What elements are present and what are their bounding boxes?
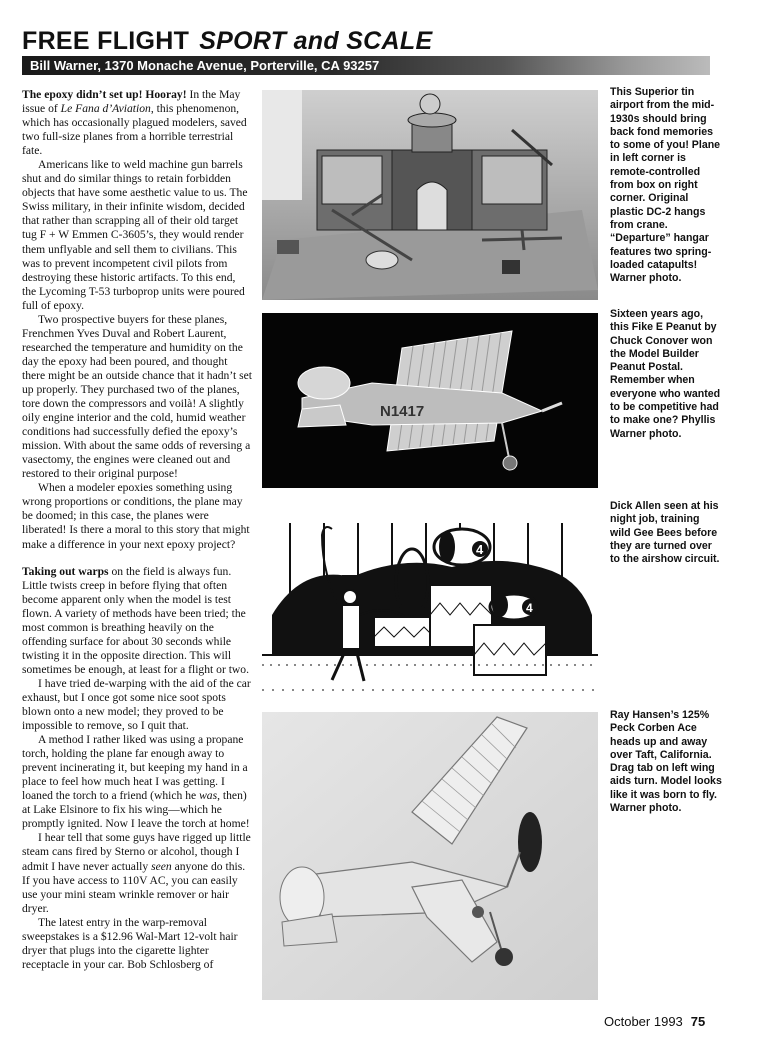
paragraph-9: The latest entry in the warp-removal sweepstakes is a $12.96 Wal-Mart 12-volt hair dryer that plugs into the cigarette lighter receptacle in your car. Bob Schlosberg of	[22, 915, 238, 971]
paragraph-6: I have tried de-warping with the aid of the car exhaust, but I once got some nice soot spots blown onto a new model; they proved to be impossible to remove, so I quit that.	[22, 676, 251, 733]
p8-text-b: anyone do this. If you have access to 110V AC, you can easily use your mini steam wrinkle remover or hair dryer.	[22, 859, 246, 915]
p7-text-b: , then) at Lake Elsinore to fix his wing—which he promptly ignited. Now I leave the torch at home!	[22, 789, 250, 831]
photo-fike-peanut	[262, 313, 598, 488]
paragraph-3: Two prospective buyers for these planes, Frenchmen Yves Duval and Robert Laurent, researched the temperature and humidity on the day the epoxy had been poured, and thought there might be an outside chance that it hadn’t set up properly. They purchased two of the planes, tore down the compressors and voilà! A slightly oily engine interior and the cold, humid weather conditions had successfully defied the epoxy’s mission. With about the same odds of reversing a vasectomy, the engines were cleaned out and restored to their original purpose!	[22, 312, 252, 481]
p7-text-a: A method I rather liked was using a propane torch, holding the plane far enough away to prevent incinerating it, but keeping my hand in a place to feel how much heat I was getting. I loaned the torch to a friend (which he	[22, 733, 248, 803]
paragraph-5	[22, 565, 252, 677]
caption-gee-bees: Dick Allen seen at his night job, training wild Gee Bees before they are turned over to the airshow circuit.	[610, 500, 720, 566]
paragraph-2: Americans like to weld machine gun barrels shut and do similar things to retain forbidden objects that have some aesthetic value to us. The Swiss military, in their infinite wisdom, decided that rather than scrapping all of their old target tug F + W Emmen C-3605’s, they would render them unflyable and sell them to civilians. This was to prevent incompetent civil pilots from destroying these historic artifacts. To this end, the Lycoming T-53 turboprop units were poured full of epoxy.	[22, 158, 248, 312]
photo-tin-airport	[262, 90, 598, 300]
title-italic: SPORT and SCALE	[199, 27, 433, 55]
lead-in-epoxy: The epoxy didn’t set up! Hooray!	[22, 88, 187, 101]
p8-text-a: I hear tell that some guys have rigged up little steam cans fired by Sterno or alcohol, though I admit I have never actually	[22, 831, 251, 873]
paragraph-4: When a modeler epoxies something using wrong proportions or conditions, the plane may be doomed; in this case, the planes were liberated! Is there a moral to this story that might make a difference in your next epoxy project?	[22, 481, 250, 551]
paragraph-7	[22, 733, 252, 831]
article-column	[22, 88, 252, 1008]
gee-bee-number-2: 4	[526, 601, 533, 615]
cartoon-gee-bees	[262, 505, 598, 715]
caption-fike-peanut: Sixteen years ago, this Fike E Peanut by Chuck Conover won the Model Builder Peanut Postal. Remember when everyone who wanted to be competitive had to make one? Phyllis Warner photo.	[610, 308, 721, 440]
p5-text: on the field is always fun. Little twists creep in before flying that often become apparent only when the model is test flown. A variety of methods have been tried; the most common is breathing heavily on the offending surface for about 30 seconds while twisting it in the opposite direction. This will sometimes be enough, at least for a flight or two.	[22, 564, 249, 676]
gee-bee-number-1: 4	[476, 542, 484, 557]
page-footer	[604, 1014, 705, 1029]
page-title	[22, 26, 722, 56]
title-plain: FREE FLIGHT	[22, 27, 190, 55]
byline: Bill Warner, 1370 Monache Avenue, Porterville, CA 93257	[30, 58, 380, 73]
caption-corben-ace: Ray Hansen’s 125% Peck Corben Ace heads up and away over Taft, California. Drag tab on left wing aids turn. Model looks like it was born to fly. Warner photo.	[610, 709, 722, 815]
paragraph-1	[22, 88, 252, 158]
paragraph-8	[22, 831, 252, 915]
p7-emphasis: was	[199, 789, 218, 803]
lead-in-warps: Taking out warps	[22, 564, 109, 578]
caption-tin-airport: This Superior tin airport from the mid-1930s should bring back fond memories to some of you! Plane in left corner is remote-controlled from box on right corner. Original plastic DC-2 hangs from crane. “Departure” hangar features two spring-loaded catapults! Warner photo.	[610, 86, 721, 285]
issue-date: October 1993	[604, 1014, 683, 1029]
p1-text-b: , this phenomenon, which has occasionally plagued modelers, saved two full-size planes from a horrible terrestrial fate.	[22, 102, 247, 158]
photo-corben-ace	[262, 712, 598, 1000]
page-number: 75	[690, 1014, 706, 1029]
byline-bar	[22, 56, 710, 75]
magazine-title: Le Fana d’Aviation	[60, 102, 151, 116]
peanut-registration-text: N1417	[380, 403, 425, 420]
p8-emphasis: seen	[151, 859, 172, 873]
p1-text-a: In the May issue of	[22, 88, 241, 116]
